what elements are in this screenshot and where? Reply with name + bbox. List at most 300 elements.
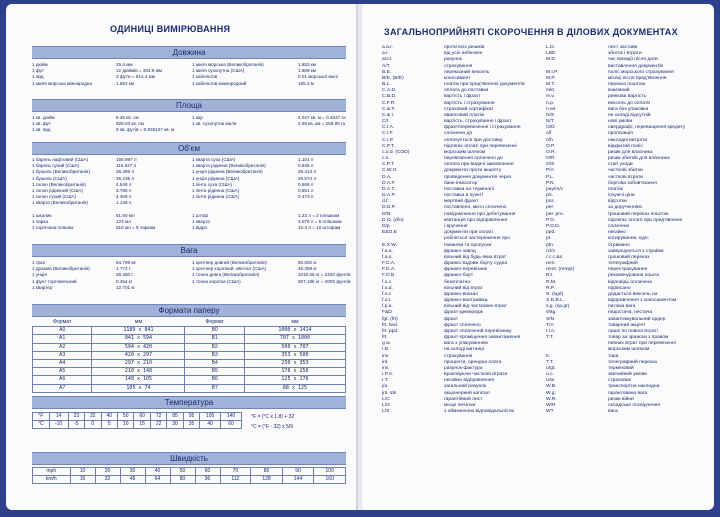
unit-cell: 36.369 л: [116, 169, 135, 175]
temp-cell: 30: [167, 421, 183, 429]
speed-cell: 80: [170, 476, 195, 484]
abbreviation-meaning: відправлення з коносаментом: [608, 298, 677, 304]
abbreviation-meaning: звичайний умови: [608, 372, 647, 378]
table-row: [33, 476, 346, 484]
paper-cell: B5: [185, 368, 244, 376]
unit-cell: 6.45 кв. см: [116, 115, 139, 120]
abbreviation: E&O.E: [382, 230, 397, 236]
abbreviation: r.c.c.&s.: [546, 254, 564, 260]
unit-cell: 1 фунт торговельний: [32, 278, 77, 284]
paper-header-cell: мм: [291, 319, 299, 326]
abbreviation-meaning: оплачується при доставці: [444, 137, 503, 143]
unit-cell: 50.802 кг: [298, 260, 318, 265]
abbreviation-meaning: страховик: [608, 378, 631, 384]
temp-cell: 35: [183, 421, 199, 429]
abbreviation: f.a.a.: [382, 248, 393, 254]
abbreviation-meaning: час їмємдії після дати: [608, 57, 658, 63]
abbreviation: C.I.P.: [382, 137, 394, 143]
abbreviation-meaning: квитанція про відправлення: [444, 217, 508, 223]
abbreviation-meaning: завершуються з страйки: [608, 248, 664, 254]
abbreviation-meaning: поліс морського страхування: [608, 69, 674, 75]
abbreviation-meaning: переказ поштою: [608, 82, 646, 88]
abbreviation-meaning: підлягає оплаті при пред'явленні: [608, 217, 683, 223]
abbreviation: A/T: [382, 63, 390, 69]
paper-cell: 250 x 353: [244, 359, 345, 367]
unit-cell: 3 фути = 914.4 мм: [116, 74, 155, 80]
abbreviation-meaning: існуючі ціни: [608, 193, 635, 199]
abbreviation: F.C.A.: [382, 261, 396, 267]
abbreviation-meaning: не складі відсутній: [608, 112, 651, 118]
paper-cell: B4: [185, 359, 244, 367]
temp-cell: 14: [49, 413, 68, 421]
paper-cell: 210 x 148: [92, 368, 185, 376]
abbreviation-meaning: грошовий переказ поштою: [608, 211, 669, 217]
abbreviation: D.O. (d/o): [382, 217, 404, 223]
paper-cell: A1: [33, 335, 92, 343]
unit-cell: 185.2 м: [298, 80, 314, 86]
abbreviation-meaning: франко вздовж борту судна: [444, 261, 508, 267]
abbreviation-meaning: рахунок-фактура: [444, 365, 483, 371]
abbreviation-meaning: франко-вантажівка: [444, 298, 488, 304]
abbreviation-meaning: франко-перевізник: [444, 267, 488, 273]
abbreviation: c.o.d. (COD): [382, 149, 410, 155]
unit-cell: 12.701 кг: [116, 284, 136, 290]
unit-cell: 25.4 мм: [116, 62, 133, 67]
abbreviation: L.D.: [546, 45, 555, 50]
unit-cell: 1 барель нафтовий (США): [32, 157, 89, 162]
abbreviation: per. pro.: [546, 211, 564, 217]
abbreviation-meaning: від усіх небезпек: [444, 51, 483, 57]
abbreviation-meaning: вільний від будь-яких втрат: [444, 254, 507, 260]
abbreviation-meaning: транспортна накладна: [608, 384, 660, 390]
abbreviation: M.D.: [546, 57, 557, 63]
paper-cell: B6: [185, 376, 244, 384]
abbreviation: S. (sgd): [546, 291, 564, 297]
abbreviation-meaning: відсотки: [608, 199, 627, 205]
abbreviation-meaning: нові умови: [608, 119, 633, 125]
temp-cell: 15: [134, 421, 150, 429]
paper-cell: 297 x 210: [92, 359, 185, 367]
abbreviation: D/p: [382, 223, 390, 229]
paper-cell: B7: [185, 384, 244, 392]
abbreviation-meaning: фрахт: [444, 316, 459, 322]
abbreviation-meaning: місце печатки: [444, 402, 476, 408]
abbreviation: remt. (rempt): [546, 267, 575, 273]
abbreviation: per: [546, 205, 554, 211]
unit-cell: 1 тонна довга (Великобританія): [192, 272, 260, 278]
unit-cell: 1 кварта рідинна (Великобританія): [192, 163, 266, 169]
paper-cell: B3: [185, 351, 244, 359]
abbreviation-meaning: вага без упаковки: [608, 106, 649, 112]
abbreviation: C.I.A.: [382, 125, 395, 131]
abbreviation-meaning: часткові втрати: [608, 174, 643, 180]
table-row: [33, 327, 346, 335]
abbreviation: P.O.D.: [546, 223, 561, 229]
temp-cell: 72: [150, 413, 166, 421]
abbreviation-meaning: вага: [608, 409, 618, 415]
unit-cell: 0.01 морської милі: [298, 74, 338, 80]
abbreviation-meaning: стагі уходи: [608, 162, 633, 168]
abbreviation-meaning: підлягає оплаті при перевезенні: [444, 143, 517, 149]
abbreviation-meaning: мертвий фрахт: [444, 199, 479, 205]
abbreviation-meaning: вага з упакуванням: [444, 341, 488, 347]
abbreviation: I.P.A.: [382, 372, 394, 378]
speed-cell: 64: [145, 476, 170, 484]
abbreviation: d.f.: [382, 199, 389, 205]
abbreviation: W.B.: [546, 384, 557, 390]
paper-cell: B0: [185, 327, 244, 335]
abbreviation: p/c: [546, 193, 553, 199]
unit-cell: 1 відро: [192, 225, 208, 231]
abbreviation-meaning: овердрафт, перевищення кредиту: [608, 125, 686, 131]
speed-cell: 48: [120, 476, 145, 484]
abbreviation: pcs: [546, 199, 554, 205]
unit-cell: 1 кв. сухопутна миля: [192, 121, 237, 127]
abbreviation: ins.: [382, 353, 390, 359]
unit-cell: 929.03 кв. см: [116, 121, 144, 127]
abbreviation-meaning: рекомендована пошта: [608, 273, 659, 279]
speed-unit-label: km/h: [33, 476, 71, 484]
unit-cell: 1 кв. ярд: [32, 127, 51, 133]
temp-unit-label: °C: [33, 421, 50, 429]
temp-cell: 95: [183, 413, 199, 421]
temp-cell: 60: [134, 413, 150, 421]
paper-cell: 594 x 420: [92, 343, 185, 351]
abbreviation-meaning: страхування: [444, 63, 473, 69]
abbreviation: P.O.: [546, 217, 556, 223]
abbreviation-meaning: перестрахування: [608, 267, 648, 273]
abbreviation-meaning: помилки та пропуски: [444, 242, 492, 248]
abbreviation-meaning: фрахт/перевезення і страхування: [444, 125, 521, 131]
speed-cell: 20: [95, 468, 120, 476]
abbreviation: f.o.d.: [382, 285, 393, 291]
open-booklet: [6, 4, 714, 512]
abbreviation: M.P.: [546, 75, 556, 81]
abbreviation: int.: [382, 359, 389, 365]
abbreviation: B.E.: [382, 69, 392, 75]
speed-cell: 60: [195, 468, 220, 476]
speed-unit-label: mph: [33, 468, 71, 476]
abbreviation-meaning: відкритий поліс: [608, 143, 643, 149]
abbreviation-meaning: телеграфний: [608, 261, 638, 267]
abbreviation: W.R.: [546, 396, 557, 402]
abbreviation: shtg.: [546, 310, 557, 316]
temp-cell: 0: [85, 421, 101, 429]
unit-cell: 4.405 л: [116, 194, 132, 200]
paper-cell: A4: [33, 359, 92, 367]
unit-cell: 0.454 кг: [116, 278, 133, 284]
abbreviation: acct.: [382, 57, 393, 63]
unit-cell: 1 унція рідинна (Великобританія): [192, 169, 263, 175]
temp-cell: 85: [167, 413, 183, 421]
abbreviation-meaning: поставлено, мито сплачено: [444, 205, 507, 211]
abbreviation: W.g.: [546, 390, 556, 396]
abbreviation-meaning: вільний від втрат: [444, 285, 483, 291]
abbreviation: F.O.A.: [382, 267, 396, 273]
unit-cell: 1 унція: [32, 272, 47, 278]
paper-cell: 1000 x 1414: [244, 327, 345, 335]
abbreviation: LBD: [546, 51, 556, 57]
abbreviation: M.I.P.: [546, 69, 559, 75]
unit-cell: 1 унція рідинна (США): [192, 175, 240, 181]
abbreviation-meaning: франко-борт: [444, 273, 474, 279]
abbreviation-meaning: недостача, нестача: [608, 310, 653, 316]
abbreviation-meaning: негайно: [608, 230, 626, 236]
abbreviation: F.O.B.: [382, 273, 396, 279]
abbreviation-meaning: проти всіх ризиків: [444, 45, 485, 50]
table-row: [33, 368, 346, 376]
abbreviation: U/w: [546, 378, 555, 384]
abbreviation-meaning: рахунок: [444, 57, 462, 63]
abbreviation: L/S: [382, 409, 390, 415]
abbreviation: P.N.: [546, 180, 555, 186]
abbreviation: f.p.a.: [382, 304, 393, 310]
unit-cell: 1 миля морська міжнародна: [32, 80, 93, 86]
temp-cell: 60: [221, 421, 242, 429]
abbreviation: f.o.t.: [382, 298, 392, 304]
abbreviation: u.c.: [546, 372, 554, 378]
unit-cell: 45.359 кг: [298, 266, 318, 272]
abbreviation-meaning: ринкова вартість: [608, 94, 647, 100]
unit-cell: 1 галон рідинний (США): [32, 188, 84, 193]
unit-cell: 1 ярд: [32, 74, 44, 80]
unit-cell: 1 галон сухий (США): [32, 194, 77, 200]
paper-header-cell: Формат: [205, 319, 224, 326]
abbreviation-meaning: телеграфний переказ: [608, 359, 658, 365]
abbreviation: C.I.F.: [382, 131, 394, 137]
abbreviation-meaning: додається вексель на: [608, 291, 658, 297]
paper-cell: 88 x 125: [244, 384, 345, 392]
speed-cell: 50: [170, 468, 195, 476]
paper-cell: 105 x 74: [92, 384, 185, 392]
unit-cell: 0.946 л: [298, 163, 314, 169]
abbreviation: D.D.P.: [382, 205, 396, 211]
speed-cell: 128: [251, 476, 283, 484]
temp-cell: -10: [49, 421, 68, 429]
unit-cell: 1 тонна коротка (США): [192, 278, 241, 284]
abbreviation-meaning: враховуючи часткові втрати: [444, 372, 508, 378]
abbreviation-meaning: на складі митниці: [444, 347, 484, 353]
abbreviation: n.p.: [546, 100, 555, 106]
unit-cell: 1 бушель (Великобританія): [32, 169, 90, 175]
abbreviation: pay/m/c: [546, 186, 564, 192]
abbreviation: P/A: [546, 168, 554, 174]
abbreviation: O.P.: [546, 143, 556, 149]
unit-cell: 1.853 км: [298, 62, 316, 67]
abbreviation: C.A.D.: [382, 88, 397, 94]
table-row: [33, 335, 346, 343]
abbreviation: inv.: [382, 365, 390, 371]
section-weight: Вага: [32, 244, 346, 257]
unit-cell: 1 центнер довгий (Великобританія): [192, 260, 268, 265]
temp-cell: 140: [221, 413, 242, 421]
abbreviation: B/E, (B/E): [382, 75, 404, 81]
abbreviation-meaning: місяці після пред'явлення: [608, 75, 667, 81]
unit-cell: 615 мл = 5 чаркам: [116, 225, 156, 231]
abbreviation-meaning: переказний вексель: [444, 69, 490, 75]
unit-cell: 1 гран: [32, 260, 46, 265]
abbreviation: L/C: [382, 396, 390, 402]
abbreviation-meaning: коносамент: [444, 75, 471, 81]
unit-cell: 1 бушель (США): [32, 175, 67, 181]
paper-cell: B1: [185, 335, 244, 343]
temp-cell: 23: [68, 413, 84, 421]
abbreviation: D/N: [382, 211, 391, 217]
unit-cell: 12 дюймів = 304.8 мм: [116, 68, 163, 74]
temp-formula-2: °F = (°C x 1.8) + 32: [251, 414, 295, 420]
unit-cell: 3.785 л: [116, 188, 132, 193]
table-row: [33, 351, 346, 359]
abbreviation: f.o.r.: [382, 291, 392, 297]
unit-cell: 1.852 км: [116, 80, 134, 86]
abbreviation: urgt.: [546, 365, 556, 371]
section-length: Довжина: [32, 46, 346, 59]
abbreviation-meaning: платіж: [608, 186, 623, 192]
paper-cell: 176 x 250: [244, 368, 345, 376]
abbreviation: S.D.B.L.: [546, 298, 565, 304]
unit-cell: 1.609 км: [298, 68, 316, 74]
abbreviation-meaning: виставлення документів: [608, 63, 664, 69]
abbreviation: C.& F.: [382, 106, 396, 112]
abbreviation-meaning: вексель до оплати: [608, 100, 650, 106]
abbreviation: C.P.T.: [382, 162, 395, 168]
abbreviation: L/G: [382, 402, 390, 408]
abbreviation-meaning: взаємний: [608, 88, 630, 94]
unit-cell: 1 пінта рідинна (США): [192, 188, 240, 193]
abbreviation-meaning: морським шляхом: [444, 149, 486, 155]
abbreviation: F&D: [382, 310, 392, 316]
paper-cell: 353 x 500: [244, 351, 345, 359]
abbreviation: jnt. stk: [382, 390, 397, 396]
temp-formula-1: °C = (°F - 32) x 5/9: [251, 424, 293, 430]
unit-cell: 1 горілчана пляшка: [32, 225, 74, 231]
temp-cell: 105: [200, 413, 221, 421]
paper-cell: A2: [33, 343, 92, 351]
abbreviation-meaning: безоплатно: [444, 279, 471, 285]
abbreviation-meaning: франко-завод: [444, 248, 476, 254]
table-row: [33, 421, 242, 429]
temp-cell: 5: [101, 421, 117, 429]
abbreviation-meaning: завантажувальний ордер: [608, 316, 666, 322]
right-page: [362, 4, 714, 510]
abbreviation: f.a.s.: [382, 254, 393, 260]
abbreviation: T.T.: [546, 335, 554, 341]
abbreviation: O/S: [546, 162, 555, 168]
unit-cell: 1 пінта суха (США): [192, 181, 233, 187]
unit-cell: 123 мл: [116, 219, 131, 224]
abbreviation-meaning: збиток і втрати: [608, 51, 642, 57]
abbreviation-meaning: товар за зразком з правом: [608, 335, 669, 341]
abbreviation: T.T.: [546, 359, 554, 365]
unit-cell: 1 кв. дюйм: [32, 115, 55, 120]
unit-cell: 1 миля морська (Великобританія): [192, 62, 264, 67]
speed-cell: 144: [282, 476, 314, 484]
abbreviation-meaning: ризик війни: [608, 396, 634, 402]
abbreviation: pt.: [546, 236, 552, 242]
abbreviation: frt. fwd.: [382, 322, 399, 328]
unit-cell: 1 шкалик: [32, 212, 52, 218]
speed-table: [32, 467, 346, 484]
abbreviation: C/I: [382, 119, 389, 125]
abbreviation: C.B.D.: [382, 94, 397, 100]
abbreviation: W/R: [546, 402, 556, 408]
abbreviation-meaning: сплачено до: [444, 131, 473, 137]
unit-cell: 1.772 г: [116, 266, 131, 272]
abbreviation: WT: [546, 409, 554, 415]
abbreviation-meaning: підписано: [608, 285, 631, 291]
abbreviation: O/D: [546, 125, 555, 131]
temperature-table: [32, 412, 242, 429]
abbreviation-meaning: загальний рахунок: [444, 384, 487, 390]
abbreviation-meaning: проценти, орендна плата: [444, 359, 502, 365]
unit-cell: 1 кабельтов міжнародний: [192, 80, 247, 86]
abbreviation-meaning: певних втрат при перевезенні: [608, 341, 676, 347]
paper-cell: A0: [33, 327, 92, 335]
temp-unit-label: °F: [33, 413, 50, 421]
abbreviation-meaning: терміновий: [608, 365, 634, 371]
unit-cell: 35.239 л: [116, 175, 135, 181]
abbreviation: D.A.P.: [382, 193, 396, 199]
abbreviation-meaning: оплата до поставки: [444, 88, 489, 94]
abbreviation-meaning: франко-вокзал: [444, 291, 478, 297]
abbreviation-meaning: фрахт сплачений перевізнику: [444, 328, 512, 334]
unit-cell: 1 чарка: [32, 219, 48, 224]
left-page: [6, 4, 358, 510]
table-row: [33, 384, 346, 392]
abbreviation: frt. ppd.: [382, 328, 399, 334]
speed-cell: 16: [70, 476, 95, 484]
unit-cell: 1.101 л: [298, 157, 314, 162]
abbreviation: R.M.: [546, 279, 557, 285]
unit-cell: 12.3 л = 10 штофам: [298, 225, 341, 231]
abbreviation-meaning: фрахт-проміщення завантаження: [444, 335, 521, 341]
abbreviation-meaning: вартість, страхування і фрахт: [444, 119, 512, 125]
abbreviation: N/S: [546, 112, 555, 118]
abbreviation-meaning: оплата при видачі замовлення: [444, 162, 514, 168]
abbreviation: N/T: [546, 119, 554, 125]
abbreviation-meaning: поставка на терміналі: [444, 186, 494, 192]
abbreviation-meaning: робляться застереження про: [444, 236, 510, 242]
abbreviation-meaning: гарантійний лист: [444, 396, 483, 402]
speed-cell: 160: [314, 476, 346, 484]
abbreviation-meaning: поставка в пункті: [444, 193, 483, 199]
abbreviation: B.L.: [382, 82, 391, 88]
abbreviation: tr.: [546, 353, 551, 359]
abbreviation: rcl/x: [546, 248, 555, 254]
abbreviation-meaning: платіж при пред'явленні документів: [444, 82, 525, 88]
speed-cell: 70: [220, 468, 251, 476]
abbreviation-meaning: відповідь оплачена: [608, 279, 652, 285]
table-row: [33, 376, 346, 384]
abbreviation: fgt. (frt): [382, 316, 398, 322]
unit-cell: 1 фут: [32, 68, 44, 74]
abbreviation-meaning: ризик для власника: [608, 149, 653, 155]
abbreviation-meaning: фрахт сплачено: [444, 322, 481, 328]
abbreviation-meaning: повідомлення про дебетування: [444, 211, 516, 217]
section-temperature: Температура: [32, 396, 346, 409]
unit-cell: 0.566 л: [298, 181, 314, 187]
unit-cell: 64.799 мг: [116, 260, 137, 265]
abbreviation: R.P.: [546, 285, 555, 291]
paper-header-cell: мм: [134, 319, 143, 326]
unit-cell: 4.546 л: [116, 181, 132, 187]
unit-cell: 1 центнер короткий, квінтал (США): [192, 266, 267, 272]
abbreviation: C.P.T.: [382, 143, 395, 149]
section-area: Площа: [32, 99, 346, 112]
table-row: [33, 359, 346, 367]
unit-cell: 1 акр: [192, 115, 203, 120]
paper-header-cell: Формат: [53, 319, 72, 326]
